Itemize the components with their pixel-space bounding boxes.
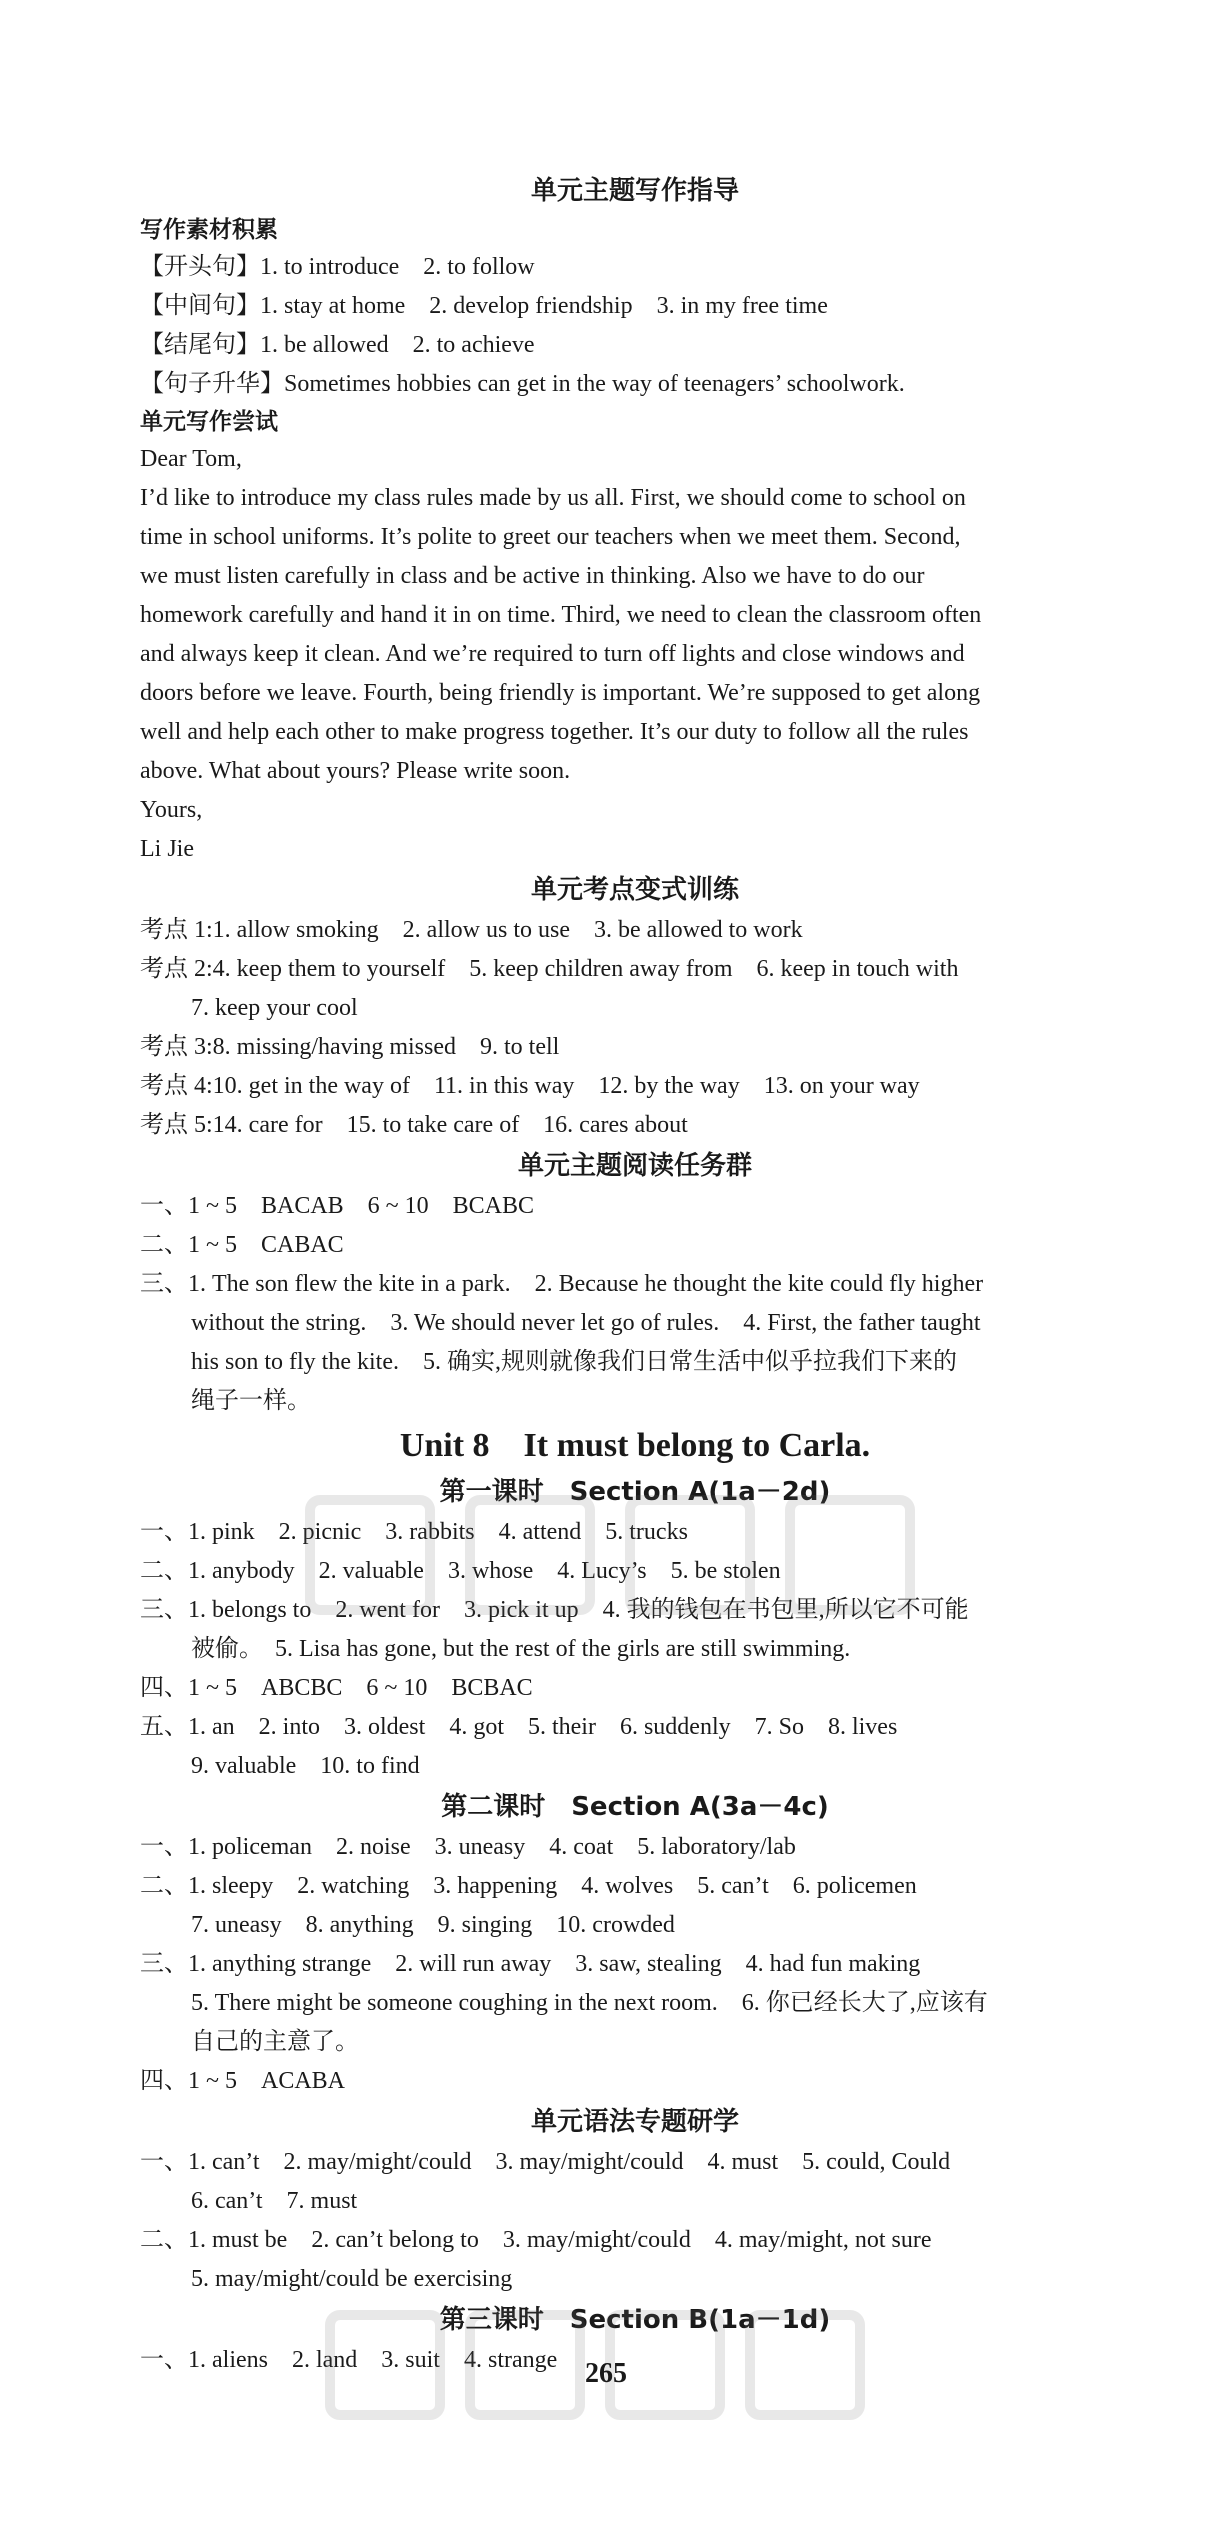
letter-body-line: I’d like to introduce my class rules made by us all. First, we should come to school on [140, 485, 966, 511]
subheading-writing-attempt: 单元写作尝试 [140, 409, 278, 435]
answer-line: 5. There might be someone coughing in the next room. 6. 你已经长大了,应该有 [191, 1990, 988, 2016]
answer-line: 6. can’t 7. must [191, 2188, 358, 2214]
answer-line: 一、1. pink 2. picnic 3. rabbits 4. attend 5. trucks [140, 1519, 688, 1545]
answer-line: 自己的主意了。 [191, 2029, 359, 2055]
answer-line: 【开头句】1. to introduce 2. to follow [140, 254, 535, 280]
letter-body-line: doors before we leave. Fourth, being friendly is important. We’re supposed to get along [140, 680, 981, 706]
answer-line: 考点 2:4. keep them to yourself 5. keep children away from 6. keep in touch with [140, 956, 959, 982]
letter-salutation: Dear Tom, [140, 446, 242, 472]
letter-closing: Yours, [140, 797, 203, 823]
subheading-writing-material: 写作素材积累 [140, 217, 278, 243]
answer-line: 二、1. must be 2. can’t belong to 3. may/might/could 4. may/might, not sure [140, 2227, 932, 2253]
letter-body-line: homework carefully and hand it in on time. Third, we need to clean the classroom often [140, 602, 982, 628]
answer-line: 四、1 ~ 5 ACABA [140, 2068, 345, 2094]
answer-line: 7. keep your cool [191, 995, 358, 1021]
answer-line: 二、1 ~ 5 CABAC [140, 1232, 344, 1258]
answer-line: 考点 1:1. allow smoking 2. allow us to use 3. be allowed to work [140, 917, 803, 943]
letter-signature: Li Jie [140, 836, 194, 862]
lesson-title-1: 第一课时 Section A(1a－2d) [439, 1477, 831, 1507]
answer-line: 绳子一样。 [191, 1388, 311, 1414]
answer-line: 考点 5:14. care for 15. to take care of 16. cares about [140, 1112, 688, 1138]
lesson-title-3: 第三课时 Section B(1a－1d) [439, 2305, 831, 2335]
answer-line: his son to fly the kite. 5. 确实,规则就像我们日常生活中似乎拉我们下来的 [191, 1349, 957, 1375]
section-title-reading-tasks: 单元主题阅读任务群 [517, 1151, 752, 1181]
letter-body-line: we must listen carefully in class and be active in thinking. Also we have to do our [140, 563, 925, 589]
letter-body-line: and always keep it clean. And we’re required to turn off lights and close windows and [140, 641, 965, 667]
lesson-title-2: 第二课时 Section A(3a－4c) [441, 1792, 829, 1822]
answer-line: 一、1 ~ 5 BACAB 6 ~ 10 BCABC [140, 1193, 535, 1219]
answer-line: 五、1. an 2. into 3. oldest 4. got 5. their 6. suddenly 7. So 8. lives [140, 1714, 898, 1740]
answer-line: 二、1. sleepy 2. watching 3. happening 4. wolves 5. can’t 6. policemen [140, 1873, 917, 1899]
section-title-grammar: 单元语法专题研学 [530, 2107, 739, 2137]
letter-body-line: well and help each other to make progress together. It’s our duty to follow all the rules [140, 719, 969, 745]
answer-line: 三、1. belongs to 2. went for 3. pick it up 4. 我的钱包在书包里,所以它不可能 [140, 1597, 969, 1623]
page-number: 265 [585, 2358, 627, 2389]
answer-line: 考点 3:8. missing/having missed 9. to tell [140, 1034, 560, 1060]
section-title-exam-points: 单元考点变式训练 [530, 875, 739, 905]
answer-line: 三、1. anything strange 2. will run away 3. saw, stealing 4. had fun making [140, 1951, 921, 1977]
answer-line: 被偷。 5. Lisa has gone, but the rest of the girls are still swimming. [191, 1636, 851, 1662]
answer-line: 9. valuable 10. to find [191, 1753, 420, 1779]
document-page [140, 170, 1130, 2380]
letter-body-line: time in school uniforms. It’s polite to greet our teachers when we meet them. Second, [140, 524, 961, 550]
unit-title: Unit 8 It must belong to Carla. [399, 1427, 871, 1464]
answer-line: 5. may/might/could be exercising [191, 2266, 513, 2292]
answer-line: 一、1. policeman 2. noise 3. uneasy 4. coat 5. laboratory/lab [140, 1834, 796, 1860]
section-title-writing-guide: 单元主题写作指导 [530, 176, 739, 206]
answer-line: 二、1. anybody 2. valuable 3. whose 4. Lucy’s 5. be stolen [140, 1558, 781, 1584]
letter-body-line: above. What about yours? Please write soon. [140, 758, 571, 784]
answer-line: 【中间句】1. stay at home 2. develop friendship 3. in my free time [140, 293, 828, 319]
answer-line: 三、1. The son flew the kite in a park. 2. Because he thought the kite could fly higher [140, 1271, 984, 1297]
answer-line: 【句子升华】Sometimes hobbies can get in the way of teenagers’ schoolwork. [140, 371, 905, 397]
answer-line: 【结尾句】1. be allowed 2. to achieve [140, 332, 535, 358]
answer-line: without the string. 3. We should never let go of rules. 4. First, the father taught [191, 1310, 981, 1336]
answer-line: 考点 4:10. get in the way of 11. in this way 12. by the way 13. on your way [140, 1073, 920, 1099]
answer-line: 一、1. can’t 2. may/might/could 3. may/might/could 4. must 5. could, Could [140, 2149, 951, 2175]
answer-line: 7. uneasy 8. anything 9. singing 10. crowded [191, 1912, 675, 1938]
answer-line: 四、1 ~ 5 ABCBC 6 ~ 10 BCBAC [140, 1675, 533, 1701]
answer-line: 一、1. aliens 2. land 3. suit 4. strange [140, 2347, 558, 2373]
